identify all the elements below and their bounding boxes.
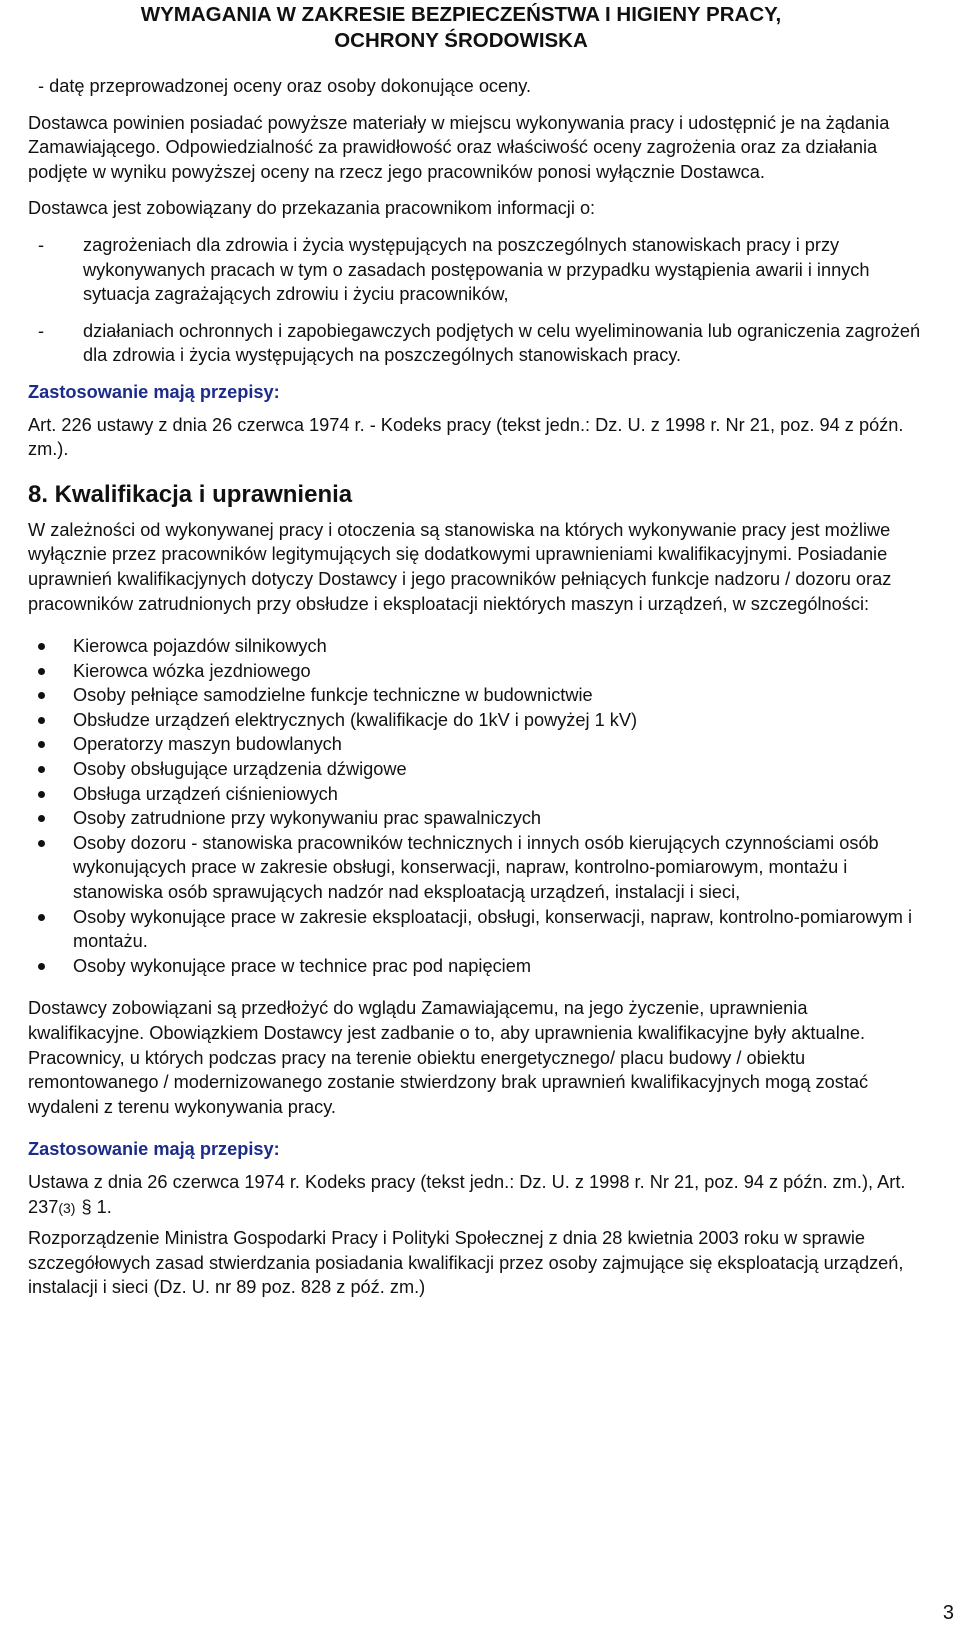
- list-item: [28, 954, 928, 979]
- paragraph-qualifications: W zależności od wykonywanej pracy i otoczenia są stanowiska na których wykonywanie pracy jest możliwe wyłącznie przez pracowników legitymujących się dodatkowymi uprawnieniami kwalifikacyjnymi. Posiadanie uprawnień kwalifikacjynych dotyczy Dostawcy i jego pracowników pełniących funkcje nadzoru / dozoru oraz pracowników zatrudnionych przy obsłudze i eksploatacji niektórych maszyn i urządzeń, w szczególności:: [28, 519, 892, 614]
- list-item: [28, 905, 928, 954]
- bullet-icon: [38, 815, 45, 822]
- bullet-icon: [38, 692, 45, 699]
- paragraph-obligation: Dostawca jest zobowiązany do przekazania pracownikom informacji o:: [28, 198, 596, 219]
- bullet-icon: [38, 668, 45, 675]
- list-item-text: Obsłudze urządzeń elektrycznych (kwalifikacje do 1kV i powyżej 1 kV): [73, 709, 638, 730]
- section-title: 8. Kwalifikacja i uprawnienia: [28, 480, 353, 508]
- regulations-heading-2: Zastosowanie mają przepisy:: [28, 1139, 280, 1160]
- list-item: [28, 806, 928, 831]
- list-item: [28, 782, 928, 807]
- paragraph-materials: Dostawca powinien posiadać powyższe materiały w miejscu wykonywania pracy i udostępnić je na żądania Zamawiającego. Odpowiedzialność za prawidłowość oraz właściwość oceny zagrożenia oraz za działania podjęte w wyniku powyższej oceny na rzecz jego pracowników ponosi wyłącznie Dostawca.: [28, 112, 890, 182]
- regulation-text-3: Rozporządzenie Ministra Gospodarki Pracy i Polityki Społecznej z dnia 28 kwietnia 2003 roku w sprawie szczegółowych zasad stwierdzania posiadania kwalifikacji przez osoby zajmujące się eksploatacją urządzeń, instalacji i sieci (Dz. U. nr 89 poz. 828 z póź. zm.): [28, 1228, 904, 1298]
- list-item-text: Kierowca pojazdów silnikowych: [73, 636, 327, 657]
- header-line-1: WYMAGANIA W ZAKRESIE BEZPIECZEŃSTWA I HIGIENY PRACY,: [140, 3, 782, 26]
- list-item: [28, 659, 928, 684]
- dash-marker: -: [38, 234, 45, 255]
- list-item-text: Osoby wykonujące prace w zakresie eksploatacji, obsługi, konserwacji, napraw, kontrolno-pomiarowym i montażu.: [73, 906, 913, 952]
- dash-marker: -: [38, 320, 45, 341]
- list-item-text: Obsługa urządzeń ciśnieniowych: [73, 783, 338, 804]
- list-item: [28, 757, 928, 782]
- list-item-text: Osoby dozoru - stanowiska pracowników technicznych i innych osób kierujących czynnościami osób wykonujących prace w zakresie obsługi, konserwacji, napraw, kontrolno-pomiarowym, montażu i stanowiska osób sprawujących nadzór nad eksploatacją urządzeń, instalacji i sieci,: [73, 832, 879, 903]
- list-item: [28, 732, 928, 757]
- bullet-icon: [38, 914, 45, 921]
- list-item-text: Osoby zatrudnione przy wykonywaniu prac spawalniczych: [73, 808, 542, 829]
- regulation-2-tail: 1.: [91, 1196, 112, 1217]
- dash-list-item: [38, 233, 928, 307]
- dash-list-item: [38, 319, 928, 368]
- bullet-icon: [38, 963, 45, 970]
- list-item: [28, 634, 928, 659]
- page-number: 3: [942, 1602, 954, 1624]
- regulation-text: Art. 226 ustawy z dnia 26 czerwca 1974 r. - Kodeks pracy (tekst jedn.: Dz. U. z 1998 r. Nr 21, poz. 94 z późn. zm.).: [28, 414, 904, 460]
- regulations-heading: Zastosowanie mają przepisy:: [28, 381, 280, 402]
- bullet-icon: [38, 643, 45, 650]
- list-item: [28, 683, 928, 708]
- bullet-icon: [38, 717, 45, 724]
- bullet-icon: [38, 791, 45, 798]
- regulation-2-superscript: (3): [58, 1199, 76, 1216]
- dash-item-text: zagrożeniach dla zdrowia i życia występujących na poszczególnych stanowiskach pracy i przy wykonywanych pracach w tym o zasadach postępowania w przypadku wystąpienia awarii i innych sytuacja zagrażających zdrowiu i życiu pracowników,: [83, 234, 870, 305]
- list-item-text: Operatorzy maszyn budowlanych: [73, 734, 342, 755]
- paragraph-submit: Dostawcy zobowiązani są przedłożyć do wglądu Zamawiającemu, na jego życzenie, uprawnienia kwalifikacyjne. Obowiązkiem Dostawcy jest zadbanie o to, aby uprawnienia kwalifikacyjne były aktualne. Pracownicy, u których podczas pracy na terenie obiektu energetycznego/ placu budowy / obiektu remontowanego / modernizowanego zostanie stwierdzony brak uprawnień kwalifikacyjnych mogą zostać wydaleni z terenu wykonywania pracy.: [28, 998, 869, 1117]
- list-item: [28, 708, 928, 733]
- list-item-text: Osoby pełniące samodzielne funkcje techniczne w budownictwie: [73, 685, 593, 706]
- regulation-2-main: Ustawa z dnia 26 czerwca 1974 r. Kodeks pracy (tekst jedn.: Dz. U. z 1998 r. Nr 21, poz. 94 z późn. zm.), Art. 237: [28, 1171, 906, 1217]
- intro-line: - datę przeprowadzonej oceny oraz osoby dokonujące oceny.: [38, 76, 532, 96]
- list-item-text: Osoby wykonujące prace w technice prac pod napięciem: [73, 955, 531, 976]
- list-item: [28, 831, 928, 905]
- document-body: [28, 74, 928, 1300]
- list-item-text: Kierowca wózka jezdniowego: [73, 660, 311, 681]
- header-line-2: OCHRONY ŚRODOWISKA: [334, 29, 588, 52]
- bullet-icon: [38, 766, 45, 773]
- qualifications-list: [28, 634, 928, 978]
- bullet-icon: [38, 840, 45, 847]
- list-item-text: Osoby obsługujące urządzenia dźwigowe: [73, 759, 407, 780]
- section-sign: §: [81, 1196, 92, 1217]
- dash-item-text: działaniach ochronnych i zapobiegawczych podjętych w celu wyeliminowania lub ograniczenia zagrożeń dla zdrowia i życia występujących na poszczególnych stanowiskach pracy.: [83, 320, 921, 366]
- bullet-icon: [38, 741, 45, 748]
- page-header: [0, 2, 922, 54]
- regulation-text-2: [28, 1170, 928, 1220]
